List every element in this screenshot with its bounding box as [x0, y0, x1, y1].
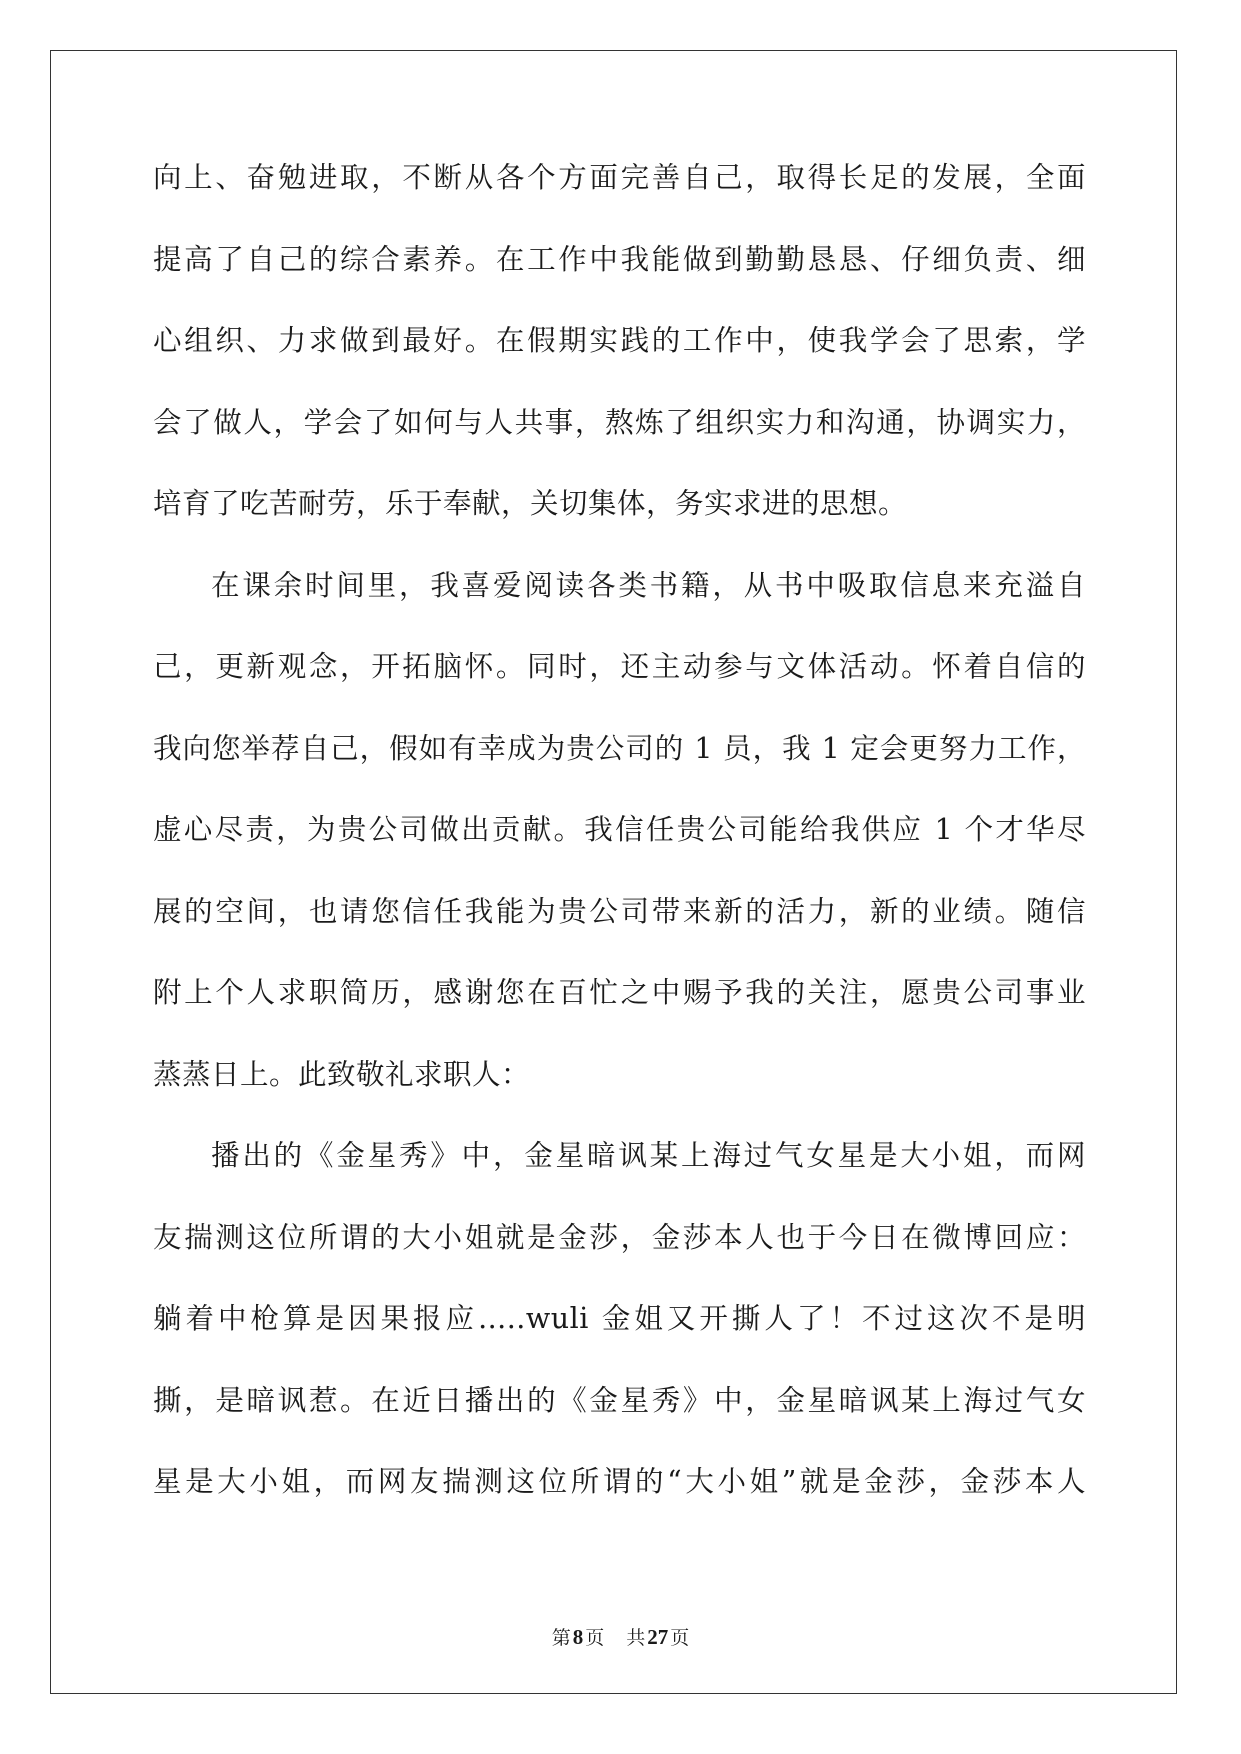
- page-suffix: 页: [585, 1627, 605, 1649]
- text-line: 提高了自己的综合素养。在工作中我能做到勤勤恳恳、仔细负责、细: [153, 242, 1086, 276]
- text-line: 会了做人，学会了如何与人共事，熬炼了组织实力和沟通，协调实力，: [153, 405, 1086, 439]
- text-line: 虚心尽责，为贵公司做出贡献。我信任贵公司能给我供应 1 个才华尽: [153, 813, 1086, 846]
- text-line: 展的空间，也请您信任我能为贵公司带来新的活力，新的业绩。随信: [153, 894, 1086, 928]
- text-line: 己，更新观念，开拓脑怀。同时，还主动参与文体活动。怀着自信的: [153, 650, 1086, 683]
- total-prefix: 共: [626, 1627, 646, 1649]
- document-body: [153, 161, 1086, 1547]
- text-line: 附上个人求职简历，感谢您在百忙之中赐予我的关注，愿贵公司事业: [153, 976, 1086, 1009]
- text-line: 友揣测这位所谓的大小姐就是金莎，金莎本人也于今日在微博回应：: [153, 1220, 1086, 1254]
- page-footer: [0, 1623, 1241, 1650]
- page-prefix: 第: [551, 1627, 571, 1649]
- total-pages: 27: [647, 1625, 669, 1649]
- text-line: 躺着中枪算是因果报应.....wuli 金姐又开撕人了！不过这次不是明: [153, 1302, 1086, 1335]
- text-line: 撕，是暗讽惹。在近日播出的《金星秀》中，金星暗讽某上海过气女: [153, 1383, 1086, 1417]
- text-line: 我向您举荐自己，假如有幸成为贵公司的 1 员，我 1 定会更努力工作，: [153, 731, 1086, 765]
- text-line: 心组织、力求做到最好。在假期实践的工作中，使我学会了思索，学: [153, 324, 1086, 357]
- paragraph-start-line: 播出的《金星秀》中，金星暗讽某上海过气女星是大小姐，而网: [211, 1139, 1086, 1172]
- text-line: 蒸蒸日上。此致敬礼求职人：: [153, 1057, 531, 1091]
- page-number: 8: [572, 1625, 584, 1649]
- text-line: 培育了吃苦耐劳，乐于奉献，关切集体，务实求进的思想。: [153, 487, 908, 520]
- total-suffix: 页: [670, 1627, 690, 1649]
- paragraph-start-line: 在课余时间里，我喜爱阅读各类书籍，从书中吸取信息来充溢自: [211, 568, 1086, 602]
- text-line: 星是大小姐，而网友揣测这位所谓的“大小姐”就是金莎，金莎本人: [153, 1465, 1086, 1498]
- text-line: 向上、奋勉进取，不断从各个方面完善自己，取得长足的发展，全面: [153, 161, 1086, 194]
